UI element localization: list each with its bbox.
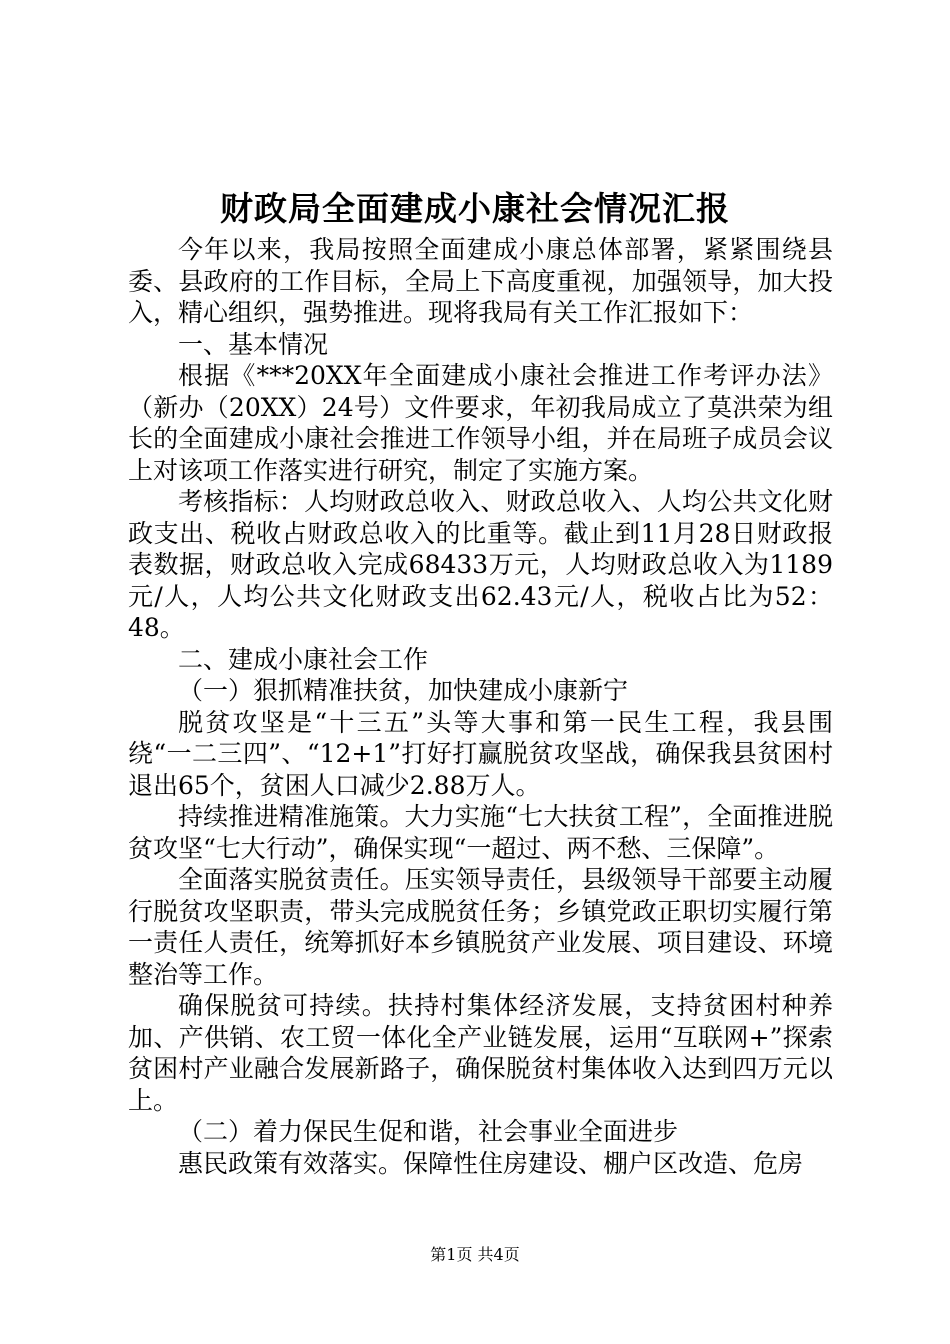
subsection-heading: （二）着力保民生促和谐，社会事业全面进步: [178, 1117, 679, 1146]
paragraph: 惠民政策有效落实。保障性住房建设、棚户区改造、危房: [178, 1148, 804, 1178]
paragraph: 全面落实脱贫责任。压实领导责任，县级领导干部要主动履行脱贫攻坚职责，带头完成脱贫任务；乡镇党政正职切实履行第一责任人责任，统筹抓好本乡镇脱贫产业发展、项目建设、环境整治等工作。: [128, 865, 833, 989]
page-number-footer: 第1页 共4页: [430, 1245, 520, 1264]
document-body: [128, 234, 833, 1179]
section-heading: 二、建成小康社会工作: [178, 644, 429, 674]
paragraph: 确保脱贫可持续。扶持村集体经济发展，支持贫困村种养加、产供销、农工贸一体化全产业链发展，运用“互联网+”探索贫困村产业融合发展新路子，确保脱贫村集体收入达到四万元以上。: [128, 991, 833, 1115]
paragraph: 根据《***20XX年全面建成小康社会推进工作考评办法》（新办（20XX）24号）文件要求，年初我局成立了莫洪荣为组长的全面建成小康社会推进工作领导小组，并在局班子成员会议上对该项工作落实进行研究，制定了实施方案。: [128, 361, 833, 485]
paragraph: 脱贫攻坚是“十三五”头等大事和第一民生工程，我县围绕“一二三四”、“12+1”打好打赢脱贫攻坚战，确保我县贫困村退出65个，贫困人口减少2.88万人。: [128, 707, 833, 800]
paragraph: 考核指标：人均财政总收入、财政总收入、人均公共文化财政支出、税收占财政总收入的比重等。截止到11月28日财政报表数据，财政总收入完成68433万元，人均财政总收入为1189元/人，人均公共文化财政支出62.43元/人，税收占比为52：48。: [128, 487, 833, 642]
subsection-heading: （一）狠抓精准扶贫，加快建成小康新宁: [178, 676, 629, 705]
section-heading: 一、基本情况: [178, 329, 329, 359]
paragraph: 今年以来，我局按照全面建成小康总体部署，紧紧围绕县委、县政府的工作目标，全局上下高度重视，加强领导，加大投入，精心组织，强势推进。现将我局有关工作汇报如下：: [128, 235, 833, 327]
paragraph: 持续推进精准施策。大力实施“七大扶贫工程”，全面推进脱贫攻坚“七大行动”，确保实现“一超过、两不愁、三保障”。: [128, 802, 833, 863]
document-title: 财政局全面建成小康社会情况汇报: [220, 189, 730, 228]
